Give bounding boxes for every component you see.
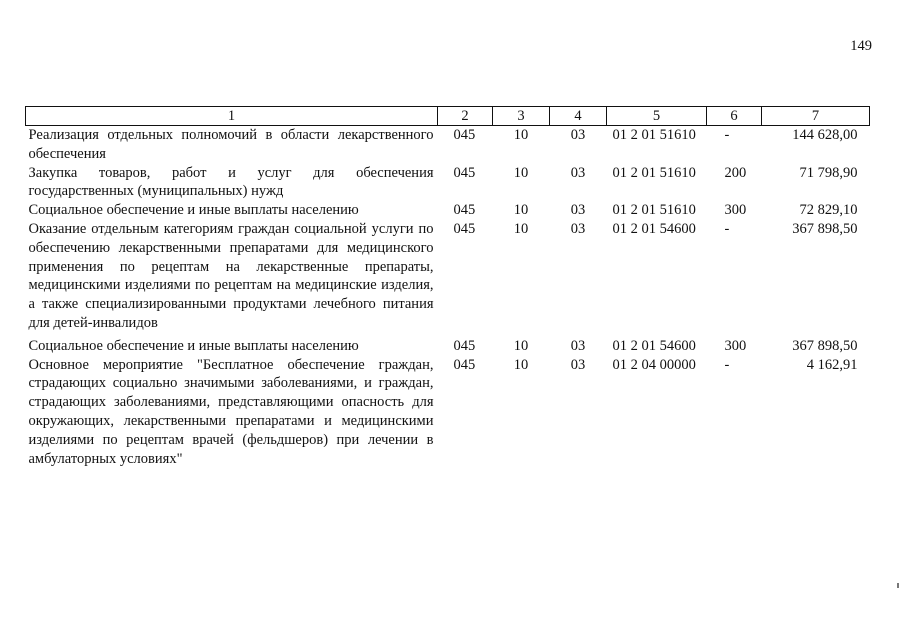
- header-col-5: 5: [607, 107, 707, 126]
- table-row: [26, 337, 870, 356]
- budget-table: [25, 106, 870, 468]
- row-vr: -: [724, 220, 730, 237]
- table-row: [26, 201, 870, 220]
- header-col-3: 3: [493, 107, 550, 126]
- row-rz: 10: [513, 202, 529, 219]
- row-amount: 144 628,00: [792, 127, 858, 143]
- row-name: Социальное обеспечение и иные выплаты населению: [28, 337, 359, 354]
- row-csr: 01 2 01 54600: [612, 220, 696, 237]
- header-col-6: 6: [707, 107, 762, 126]
- row-pr: 03: [570, 127, 586, 143]
- row-pr: 03: [570, 337, 586, 354]
- row-rz: 10: [513, 337, 529, 354]
- row-amount: 71 798,90: [799, 164, 858, 181]
- row-rz: 10: [513, 356, 529, 373]
- row-amount: 4 162,91: [806, 356, 858, 373]
- row-vr: -: [724, 127, 730, 143]
- row-grbs: 045: [453, 202, 476, 219]
- row-grbs: 045: [453, 164, 476, 181]
- table-row: [26, 126, 870, 164]
- row-rz: 10: [513, 164, 529, 181]
- scan-edge-mark: [897, 583, 899, 588]
- row-pr: 03: [570, 356, 586, 373]
- row-grbs: 045: [453, 356, 476, 373]
- row-csr: 01 2 01 51610: [612, 202, 696, 219]
- header-row: [26, 107, 870, 126]
- row-csr: 01 2 04 00000: [612, 356, 696, 373]
- page-number: 149: [850, 38, 872, 54]
- table-row: [26, 220, 870, 337]
- row-vr: -: [724, 356, 730, 373]
- row-vr: 300: [724, 202, 747, 219]
- row-name: Реализация отдельных полномочий в области лекарственного обеспечения: [28, 127, 434, 162]
- table-header: [26, 107, 870, 126]
- header-col-4: 4: [550, 107, 607, 126]
- row-grbs: 045: [453, 337, 476, 354]
- row-name: Закупка товаров, работ и услуг для обеспечения государственных (муниципальных) нужд: [28, 164, 434, 200]
- table-body: [26, 126, 870, 469]
- header-col-2: 2: [438, 107, 493, 126]
- row-pr: 03: [570, 220, 586, 237]
- row-grbs: 045: [453, 220, 476, 237]
- table-row: [26, 356, 870, 469]
- row-csr: 01 2 01 54600: [612, 337, 696, 354]
- row-vr: 200: [724, 164, 747, 181]
- row-amount: 367 898,50: [792, 220, 858, 237]
- row-name: Социальное обеспечение и иные выплаты населению: [28, 202, 359, 219]
- row-pr: 03: [570, 164, 586, 181]
- row-rz: 10: [513, 220, 529, 237]
- row-grbs: 045: [453, 127, 476, 143]
- header-col-1: 1: [26, 107, 438, 126]
- row-amount: 72 829,10: [799, 202, 858, 219]
- row-name: Оказание отдельным категориям граждан социальной услуги по обеспечению лекарственными препаратами для медицинского применения по рецептам на лекарственные препараты, медицинскими изделиями по рецептам на медицинские изделия, а также специализированными продуктами лечебного питания для детей-инвалидов: [28, 220, 434, 331]
- row-pr: 03: [570, 202, 586, 219]
- row-csr: 01 2 01 51610: [612, 164, 696, 181]
- row-name: Основное мероприятие "Бесплатное обеспечение граждан, страдающих социально значимыми заболеваниями, и граждан, страдающих заболеваниями, представляющими опасность для окружающих, лекарственными препаратами и медицинскими изделиями по рецептам врачей (фельдшеров) при лечении в амбулаторных условиях": [28, 356, 434, 467]
- row-amount: 367 898,50: [792, 337, 858, 354]
- table-row: [26, 164, 870, 202]
- row-vr: 300: [724, 337, 747, 354]
- row-csr: 01 2 01 51610: [612, 127, 696, 143]
- header-col-7: 7: [762, 107, 870, 126]
- row-rz: 10: [513, 127, 529, 143]
